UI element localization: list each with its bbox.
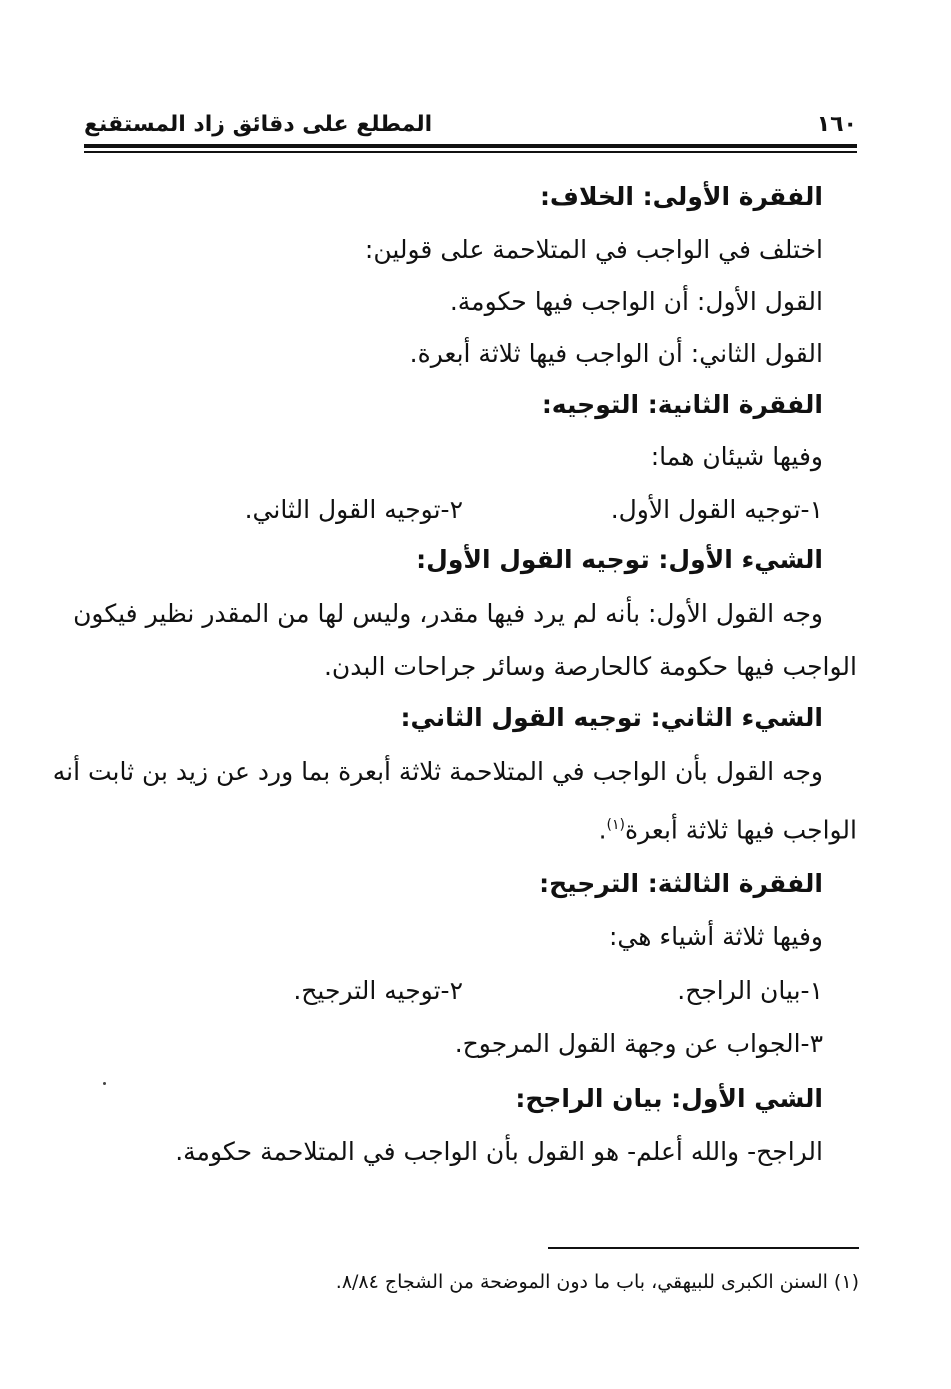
- list-item: ١-بيان الراجح.: [677, 976, 823, 1005]
- list-item: ٢-توجيه القول الثاني.: [244, 495, 463, 524]
- body-line: القول الأول: أن الواجب فيها حكومة.: [449, 287, 823, 316]
- sentence-end: .: [598, 815, 607, 845]
- paragraph-line: الواجب فيها حكومة كالحارصة وسائر جراحات البدن.: [323, 652, 857, 681]
- subsection-heading: الشيء الأول: توجيه القول الأول:: [416, 545, 823, 574]
- body-line: الراجح- والله أعلم- هو القول بأن الواجب في المتلاحمة حكومة.: [175, 1137, 823, 1166]
- section-heading-1: الفقرة الأولى: الخلاف:: [539, 182, 823, 211]
- paragraph-line: وجه القول بأن الواجب في المتلاحمة ثلاثة أبعرة بما ورد عن زيد بن ثابت أنه: [52, 757, 823, 786]
- body-line: اختلف في الواجب في المتلاحمة على قولين:: [364, 235, 823, 264]
- running-header: [84, 112, 857, 142]
- book-title: المطلع على دقائق زاد المستقنع: [84, 112, 433, 137]
- subsection-heading: الشي الأول: بيان الراجح:: [515, 1084, 823, 1113]
- footnote-separator: [548, 1247, 859, 1249]
- footnote: (١) السنن الكبرى للبيهقي، باب ما دون الموضحة من الشجاج ٨/٨٤.: [335, 1271, 859, 1293]
- list-item: ٣-الجواب عن وجهة القول المرجوح.: [454, 1029, 823, 1058]
- body-line: وفيها ثلاثة أشياء هي:: [608, 922, 823, 951]
- page-number: ١٦٠: [816, 112, 857, 137]
- paragraph-text: الواجب فيها ثلاثة أبعرة: [625, 815, 857, 845]
- paragraph-line: وجه القول الأول: بأنه لم يرد فيها مقدر، وليس لها من المقدر نظير فيكون: [73, 599, 823, 628]
- body-line: القول الثاني: أن الواجب فيها ثلاثة أبعرة.: [409, 339, 823, 368]
- header-rule-thick: [84, 144, 857, 148]
- body-line: وفيها شيئان هما:: [650, 442, 823, 471]
- footnote-reference[interactable]: (١): [606, 817, 625, 833]
- section-heading-3: الفقرة الثالثة: الترجيح:: [539, 869, 823, 898]
- stray-mark: [103, 1082, 106, 1085]
- section-heading-2: الفقرة الثانية: التوجيه:: [541, 390, 823, 419]
- header-rule-thin: [84, 151, 857, 153]
- subsection-heading: الشيء الثاني: توجيه القول الثاني:: [400, 703, 823, 732]
- list-item: ٢-توجيه الترجيح.: [293, 976, 463, 1005]
- list-item: ١-توجيه القول الأول.: [610, 495, 823, 524]
- paragraph-line: [599, 808, 857, 847]
